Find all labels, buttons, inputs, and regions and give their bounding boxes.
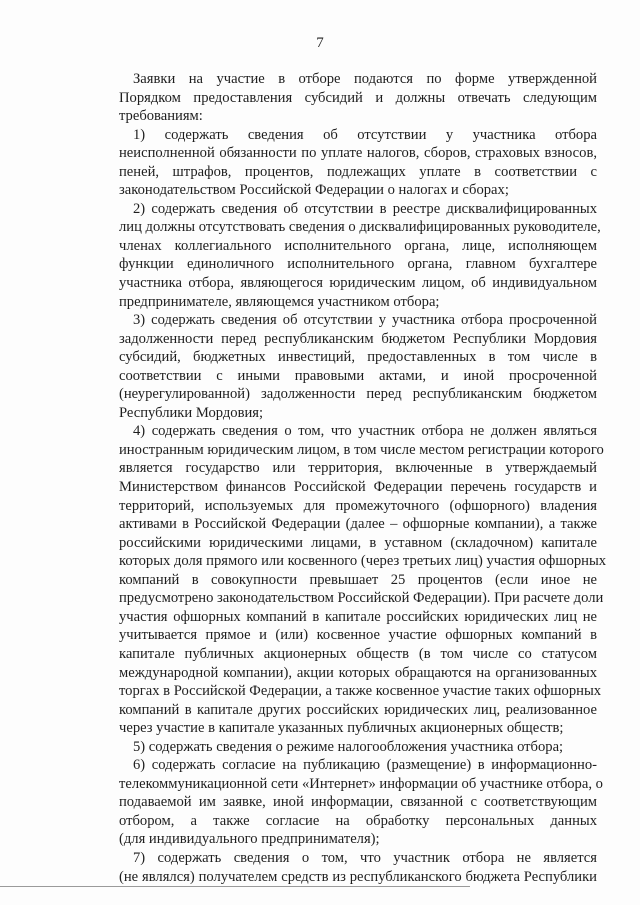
text-line: 6) содержать согласие на публикацию (размещение) в информационно- [133, 757, 597, 774]
text-line: членах коллегиального исполнительного органа, лице, исполняющем [119, 237, 597, 254]
paragraph [119, 738, 597, 757]
text-line: территорий, используемых для промежуточного (офшорного) владения [119, 497, 597, 514]
text-line: предпринимателе, являющемся участником отбора; [119, 293, 440, 310]
text-line: подаваемой им заявке, иной информации, связанной с соответствующим [119, 794, 597, 811]
text-line: российскими юридическими лицами, в уставном (складочном) капитале [119, 534, 597, 551]
text-line: 2) содержать сведения об отсутствии в реестре дисквалифицированных [133, 200, 597, 217]
text-line: неисполненной обязанности по уплате налогов, сборов, страховых взносов, [119, 145, 597, 162]
text-line: через участие в капитале указанных публичных акционерных обществ; [119, 720, 564, 737]
text-line: предусмотрено законодательством Российской Федерации). При расчете доли [119, 590, 604, 607]
text-line: капитале публичных акционерных обществ (в том числе со статусом [119, 645, 597, 662]
paragraph [119, 200, 601, 311]
text-line: (неурегулированной) задолженности перед республиканским бюджетом [119, 386, 597, 403]
text-line: законодательством Российской Федерации о налогах и сборах; [119, 182, 509, 199]
text-line: 4) содержать сведения о том, что участник отбора не должен являться [133, 423, 597, 440]
text-line: участника отбора, являющегося юридическим лицом, об индивидуальном [119, 275, 597, 292]
text-line: Заявки на участие в отборе подаются по форме утвержденной [133, 71, 597, 87]
text-line: 7) содержать сведения о том, что участник отбора не является [133, 849, 597, 866]
text-line: 5) содержать сведения о режиме налогообложения участника отбора; [133, 738, 564, 755]
paragraph [119, 126, 597, 200]
text-line: 1) содержать сведения об отсутствии у участника отбора [133, 126, 597, 143]
text-line: Порядком предоставления субсидий и должны отвечать следующим [119, 89, 597, 106]
text-line: (для индивидуального предпринимателя); [119, 831, 380, 848]
paragraph [119, 756, 603, 849]
text-line: функции единоличного исполнительного органа, главном бухгалтере [119, 256, 597, 273]
text-line: отбором, а также согласие на обработку персональных данных [119, 812, 597, 829]
text-line: задолженности перед республиканским бюджетом Республики Мордовия [119, 330, 597, 347]
paragraph [119, 311, 597, 422]
body-text [119, 70, 607, 886]
text-line: (не являлся) получателем средств из республиканского бюджета Республики [119, 868, 597, 885]
paragraph [119, 70, 597, 126]
text-line: иностранным юридическим лицом, в том числе местом регистрации которого [119, 441, 604, 458]
text-line: пеней, штрафов, процентов, подлежащих уплате в соответствии с [119, 163, 597, 180]
paragraph [119, 849, 597, 886]
text-line: субсидий, бюджетных инвестиций, предоставленных в том числе в [119, 349, 597, 366]
text-line: активами в Российской Федерации (далее – офшорные компании), а также [119, 516, 597, 533]
text-line: требованиям: [119, 108, 203, 125]
page-number: 7 [316, 35, 324, 51]
text-line: торгах в Российской Федерации, а также косвенное участие таких офшорных [119, 683, 602, 700]
text-line: является государство или территория, включенные в утверждаемый [119, 460, 597, 477]
text-line: компаний в капитале других российских юридических лиц, реализованное [119, 701, 597, 718]
footer-rule [0, 886, 470, 887]
text-line: соответствии с иными правовыми актами, и иной просроченной [119, 367, 597, 384]
text-line: телекоммуникационной сети «Интернет» информации об участнике отбора, о [119, 775, 603, 792]
text-line: международной компании), акции которых обращаются на организованных [119, 664, 597, 681]
text-line: которых доля прямого или косвенного (через третьих лиц) участия офшорных [119, 553, 607, 570]
text-line: участия офшорных компаний в капитале российских юридических лиц не [119, 608, 597, 625]
paragraph [119, 422, 607, 737]
text-line: 3) содержать сведения об отсутствии у участника отбора просроченной [133, 312, 597, 329]
text-line: учитывается прямое и (или) косвенное участие офшорных компаний в [119, 627, 597, 644]
text-line: компаний в совокупности превышает 25 процентов (если иное не [119, 571, 597, 588]
text-line: лиц должны отсутствовать сведения о дисквалифицированных руководителе, [119, 219, 601, 236]
text-line: Министерством финансов Российской Федерации перечень государств и [119, 479, 597, 496]
text-line: Республики Мордовия; [119, 404, 264, 421]
